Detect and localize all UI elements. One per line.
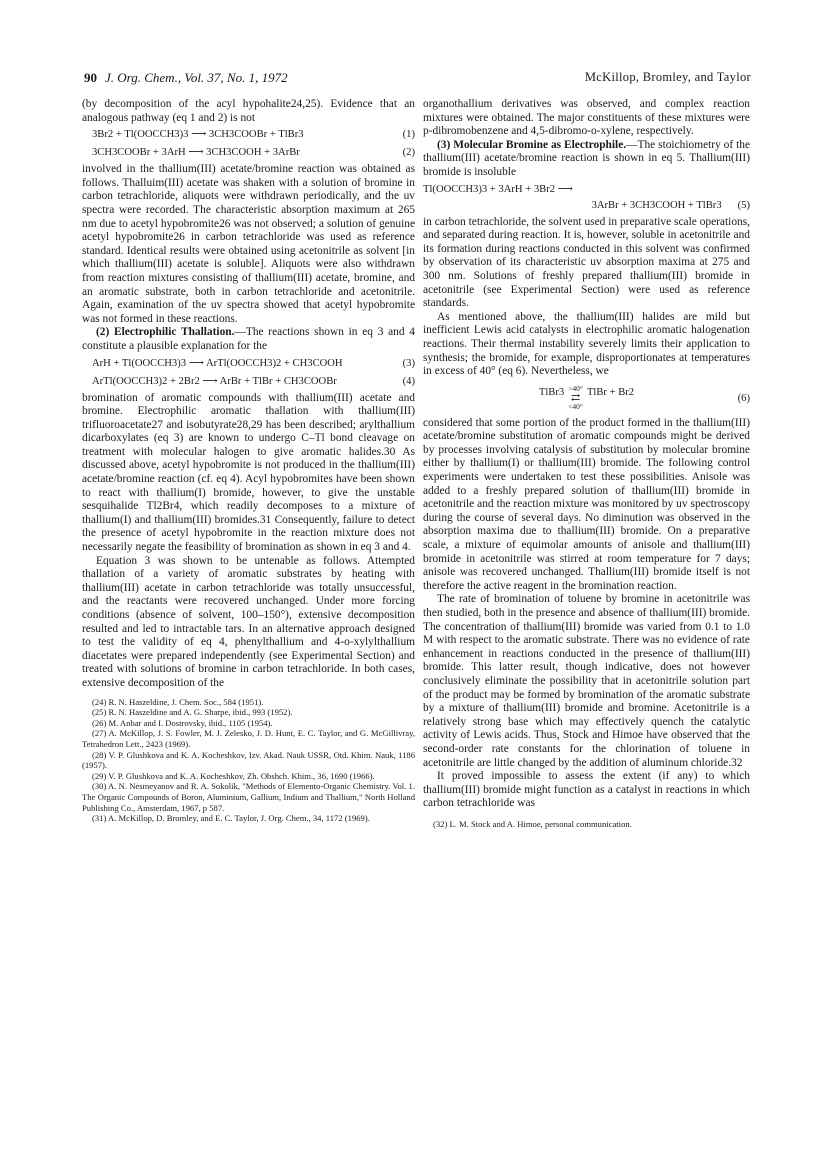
paragraph: involved in the thallium(III) acetate/bromine reaction was obtained as follows. Thalluim(III) acetate was shaken with a solution of bromine in carbon tetrachloride, aliquots were withdrawn periodically, and the uv spectra were recorded. The characteristic absorption maximum at 265 nm due to acetyl hypobromite26 was not observed; a solution of genuine acetyl hypobromite26 in carbon tetrachloride was used as reference standard. Identical results were obtained using acetonitrile as solvent [in which thallium(III) acetate is soluble]. Aliquots were also withdrawn from reaction mixtures consisting of thallium(III) acetate, bromine, and an aromatic substrate, both in carbon tetrachloride and acetonitrile. Again, examination of the uv spectra showed that acetyl hypobromite was not formed in these reactions.: [82, 163, 415, 325]
equation-4: [82, 374, 415, 390]
paragraph: It proved impossible to assess the extent (if any) to which thallium(III) bromide might function as a catalyst in reactions in which carbon tetrachloride was: [423, 770, 750, 810]
paragraph: Equation 3 was shown to be untenable as follows. Attempted thallation of a variety of aromatic substrates by heating with thallium(III) acetate in carbon tetrachloride was totally unsuccessful, and the reactants were recovered unchanged. Under more forcing conditions (absence of solvent, 100–150°), extensive decomposition resulted and led to intractable tars. In an alternative approach designed to test the validity of eq 4, phenylthallium and 4-o-xylylthallium diacetates were prepared independently (see Experimental Section) and treated with solutions of bromine in carbon tetrachloride. In both cases, extensive decomposition of the: [82, 554, 415, 689]
paragraph: bromination of aromatic compounds with thallium(III) acetate and bromine. Electrophilic aromatic thallation with thallium(III) trifluoroacetate27 and isobutyrate28,29 has been described; arylthallium dicarboxylates (eq 3) are known to undergo C–Tl bond cleavage on treatment with molecular halogen to give aromatic halides.30 As discussed above, acetyl hypobromite is not produced in the thallium(III) acetate/bromine reaction (cf. eq 4). Acyl hypobromites have been shown to react with thallium(I) bromide, however, to give the unstable sesquihalide Tl2Br4, which readily decomposes to a mixture of thallium(I) and thallium(III) bromides.31 Consequently, failure to detect the presence of acetyl hypobromite in the reaction mixture does not necessarily negate the feasibility of bromination as shown in eq 3 and 4.: [82, 391, 415, 554]
equation-right: TlBr + Br2: [586, 386, 635, 398]
page-number: 90: [84, 70, 97, 85]
paragraph: As mentioned above, the thallium(III) halides are mild but inefficient Lewis acid catalysts in electrophilic aromatic halogenation reactions. Their thermal instability severely limits their application to synthesis; the bromide, for example, disproportionates at temperatures in excess of 40° (eq 6). Nevertheless, we: [423, 310, 750, 378]
equation-number: (2): [402, 147, 415, 159]
footnote: (32) L. M. Stock and A. Himoe, personal communication.: [433, 818, 632, 829]
equation-number: (1): [402, 129, 415, 141]
running-header: [0, 70, 831, 90]
header-left: [84, 70, 288, 86]
equation-body: 3CH3COOBr + 3ArH ⟶ 3CH3COOH + 3ArBr: [92, 147, 300, 159]
equation-5: [423, 182, 750, 214]
paragraph-text: —The reactions shown in eq 3 and 4 constitute a plausible explanation for the: [82, 326, 415, 352]
equilibrium-arrow-icon: ⇄: [570, 391, 581, 404]
paragraph: organothallium derivatives was observed, and complex reaction mixtures were obtained. The major constituents of these mixtures were p-dibromobenzene and 4,5-dibromo-o-xylene, respectively.: [423, 98, 750, 138]
equation-left: TlBr3: [538, 386, 565, 398]
paragraph: considered that some portion of the product formed in the thallium(III) acetate/bromine substitution of aromatic compounds might be derived by processes involving catalysis of substitution by molecular bromine either by thallium(I) or thallium(III) bromide. The following control experiments were undertaken to test these possibilities. Anisole was added to a freshly prepared solution of thallium(III) bromide in acetonitrile and the reaction mixture was monitored by uv spectroscopy during the course of several days. No diminution was observed in the absorption maxima due to thallium(III) bromide. On a preparative scale, a mixture of equimolar amounts of anisole and thallium(III) bromide in acetonitrile was stirred at room temperature for 7 days; anisole was recovered unchanged. Thallium(III) bromide itself is not therefore the active reagent in the bromination reaction.: [423, 416, 750, 592]
footnotes: [82, 697, 415, 824]
equation-body: ArTl(OOCCH3)2 + 2Br2 ⟶ ArBr + TlBr + CH3COOBr: [92, 375, 337, 387]
header-authors: McKillop, Bromley, and Taylor: [584, 70, 751, 84]
paragraph: [82, 326, 415, 353]
equation-6: [423, 385, 750, 411]
equation-body: 3ArBr + 3CH3COOH + TlBr3: [591, 199, 722, 211]
footnote: (25) R. N. Haszeldine and A. G. Sharpe, ibid., 993 (1952).: [92, 707, 293, 718]
footnote: (30) A. N. Nesmeyanov and R. A. Sokolik, "Methods of Elemento-Organic Chemistry. Vol. 1. The Organic Compounds of Boron, Aluminium, Gallium, Indium and Thallium," North Holland Publishing Co., Amsterdam, 1967, p 587.: [82, 781, 415, 813]
footnote: (31) A. McKillop, D. Bromley, and E. C. Taylor, J. Org. Chem., 34, 1172 (1969).: [92, 813, 370, 824]
equation-line-1: Tl(OOCCH3)3 + 3ArH + 3Br2 ⟶: [423, 183, 573, 195]
footnote: (27) A. McKillop, J. S. Fowler, M. J. Zelesko, J. D. Hunt, E. C. Taylor, and G. McGillivray, Tetrahedron Lett., 2423 (1969).: [82, 728, 415, 749]
footnote: (29) V. P. Glushkova and K. A. Kocheshkov, Zh. Obshch. Khim., 36, 1690 (1966).: [92, 770, 375, 781]
footnote: (26) M. Anbar and I. Dostrovsky, ibid., 1105 (1954).: [92, 717, 273, 728]
left-column: [82, 98, 415, 824]
equation-3: [82, 356, 415, 372]
equation-1: [82, 127, 415, 143]
section-heading: (3) Molecular Bromine as Electrophile.: [437, 138, 627, 151]
paragraph: The rate of bromination of toluene by bromine in acetonitrile was then studied, both in the presence and absence of thallium(III) bromide. The concentration of thallium(III) bromide was varied from 0.1 to 1.0 M with respect to the aromatic substrate. There was no evidence of rate enhancement in reactions conducted in the presence of thallium(III) bromide. This latter result, though indicative, does not however conclusively eliminate the possibility that in acetonitrile solution part of the product may be formed by bromination of the aromatic substrate by a mixture of thallium(III) bromide and bromine. Acetonitrile is a relatively strong base which may effectively quench the catalytic activity of Lewis acids. Thus, Stock and Himoe have observed that the second-order rate constants for the chlorination of toluene in acetonitrile are little changed by the addition of aluminum chloride.32: [423, 593, 750, 769]
paragraph: in carbon tetrachloride, the solvent used in preparative scale operations, and separated during reaction. It is, however, soluble in acetonitrile and its formation during reactions conducted in this solvent was confirmed by observation of its characteristic uv absorption maxima at 275 and 300 nm. Solutions of freshly prepared thallium(III) bromide in acetonitrile (see Experimental Section) were used as reference standards.: [423, 215, 750, 310]
paragraph: (by decomposition of the acyl hypohalite24,25). Evidence that an analogous pathway (eq 1 and 2) is not: [82, 98, 415, 124]
equation-line-2: [423, 198, 750, 214]
equilibrium-arrow: [568, 385, 583, 411]
paragraph-text: —The stoichiometry of the thallium(III) acetate/bromine reaction is shown in eq 5. Thallium(III) bromide is insoluble: [423, 138, 750, 178]
section-heading: (2) Electrophilic Thallation.: [96, 326, 235, 339]
journal-citation: J. Org. Chem., Vol. 37, No. 1, 1972: [105, 70, 288, 85]
equation-number: (6): [737, 392, 750, 404]
arrow-condition-above: >40°: [568, 383, 583, 393]
equation-number: (3): [402, 357, 415, 369]
footnote: (28) V. P. Glushkova and K. A. Kocheshkov, Izv. Akad. Nauk USSR, Otd. Khim. Nauk, 1186 (1957).: [82, 749, 415, 771]
equation-number: (4): [402, 375, 415, 387]
footnote: (24) R. N. Haszeldine, J. Chem. Soc., 584 (1951).: [92, 696, 264, 707]
equation-number: (5): [737, 199, 750, 211]
footnotes: [423, 819, 750, 830]
equation-body: 3Br2 + Tl(OOCCH3)3 ⟶ 3CH3COOBr + TlBr3: [92, 129, 304, 141]
arrow-condition-below: <40°: [568, 401, 583, 411]
equation-2: [82, 145, 415, 161]
right-column: [423, 98, 750, 830]
paragraph: [423, 139, 750, 180]
equation-body: ArH + Tl(OOCCH3)3 ⟶ ArTl(OOCCH3)2 + CH3COOH: [92, 357, 343, 369]
